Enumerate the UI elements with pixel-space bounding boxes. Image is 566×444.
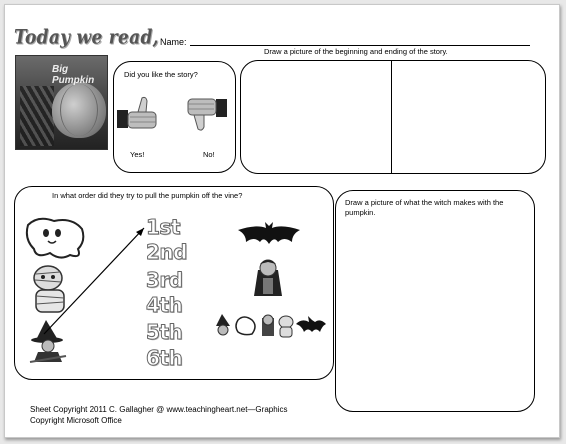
name-field-line[interactable] xyxy=(190,45,530,46)
name-label: Name: xyxy=(160,37,187,47)
ordinal-3rd: 3rd xyxy=(146,268,183,292)
vampire-icon xyxy=(250,256,286,296)
ordinal-5th: 5th xyxy=(146,320,183,344)
order-prompt: In what order did they try to pull the pumpkin off the vine? xyxy=(52,191,243,200)
drawing-divider xyxy=(391,61,392,173)
book-title: Big Pumpkin xyxy=(52,64,95,86)
no-label: No! xyxy=(203,150,215,159)
bat-icon xyxy=(236,220,302,248)
example-arrow xyxy=(40,222,150,338)
witch-drawing-prompt: Draw a picture of what the witch makes with the pumpkin. xyxy=(345,198,504,217)
vine-graphic xyxy=(20,86,54,146)
copyright-line-1: Sheet Copyright 2011 C. Gallagher @ www.teachingheart.net—Graphics xyxy=(30,405,288,414)
book-cover-image xyxy=(15,55,108,150)
witch-drawing-box[interactable] xyxy=(335,190,535,412)
ordinal-4th: 4th xyxy=(146,293,183,317)
copyright-footer xyxy=(30,404,287,426)
thumbs-up-icon xyxy=(116,94,168,134)
like-story-prompt: Did you like the story? xyxy=(124,70,198,79)
ordinal-1st: 1st xyxy=(146,215,180,239)
thumbs-down-icon xyxy=(176,95,228,135)
story-drawing-prompt: Draw a picture of the beginning and ending of the story. xyxy=(264,47,448,56)
pumpkin-ribs xyxy=(60,84,98,136)
ordinal-6th: 6th xyxy=(146,346,183,370)
page-title: Today we read, xyxy=(14,26,159,49)
story-drawing-box[interactable] xyxy=(240,60,546,174)
yes-label: Yes! xyxy=(130,150,145,159)
copyright-line-2: Copyright Microsoft Office xyxy=(30,416,122,425)
ordinal-2nd: 2nd xyxy=(146,240,187,264)
all-characters-icon xyxy=(212,312,326,338)
